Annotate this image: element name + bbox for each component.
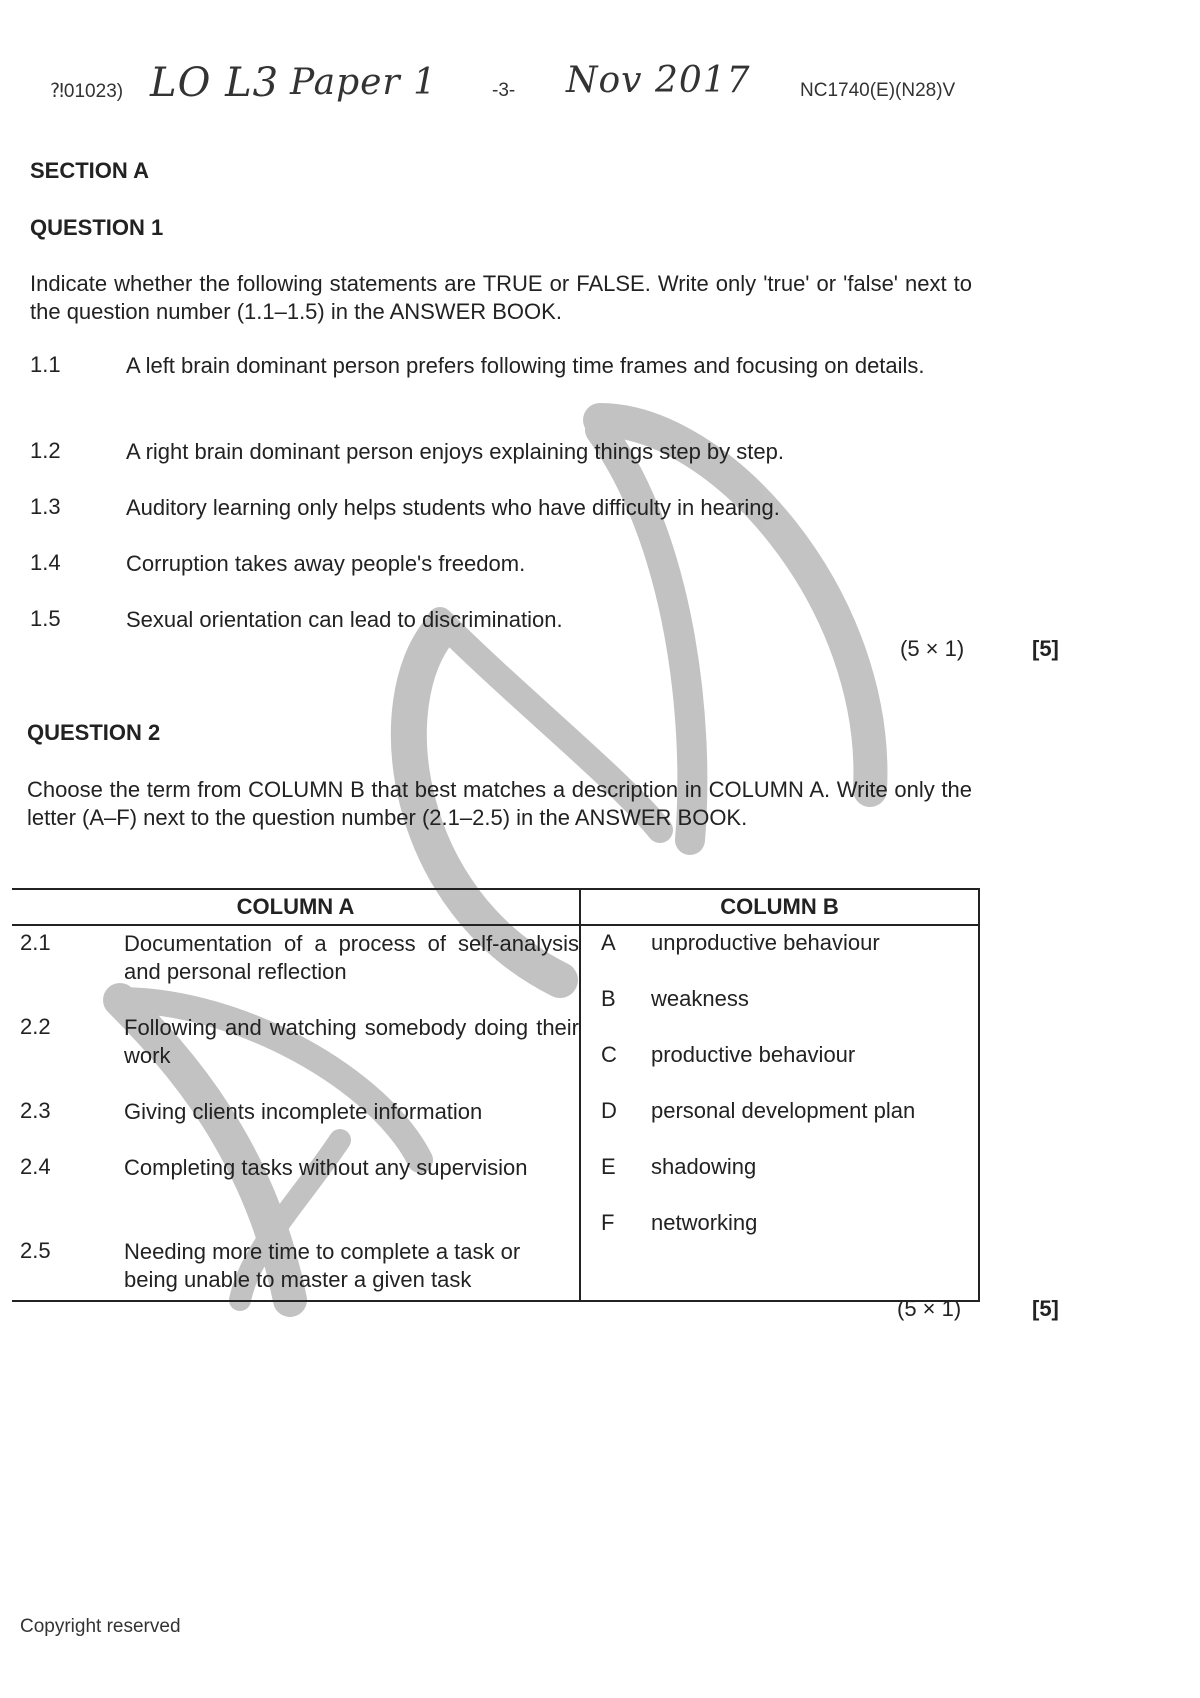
question2-marks: (5 × 1) bbox=[897, 1296, 962, 1321]
column-a-item bbox=[12, 1154, 579, 1238]
question1-marks: (5 × 1) bbox=[900, 636, 965, 661]
column-b-item bbox=[581, 1042, 978, 1098]
column-b-item bbox=[581, 1098, 978, 1154]
column-a-item bbox=[12, 1098, 579, 1154]
column-b-item bbox=[581, 986, 978, 1042]
question1-item-number: 1.5 bbox=[30, 606, 61, 631]
question1-item-text: A left brain dominant person prefers following time frames and focusing on details. bbox=[126, 353, 925, 378]
doc-code-right: NC1740(E)(N28)V bbox=[800, 80, 956, 101]
column-a-text: Giving clients incomplete information bbox=[124, 1099, 483, 1124]
page-number: -3- bbox=[492, 80, 516, 101]
column-b bbox=[580, 925, 979, 1301]
column-a-number: 2.1 bbox=[20, 930, 51, 955]
column-a-text: Documentation of a process of self-analysis and personal reflection bbox=[124, 931, 579, 984]
column-a-text: Needing more time to complete a task or being unable to master a given task bbox=[124, 1239, 521, 1292]
column-b-letter: D bbox=[601, 1098, 617, 1123]
column-a-text: Following and watching somebody doing their work bbox=[124, 1015, 579, 1068]
column-a bbox=[12, 925, 580, 1301]
question1-item-5 bbox=[30, 606, 972, 634]
handwritten-date: Nov 2017 bbox=[566, 60, 751, 101]
question1-item-text: Corruption takes away people's freedom. bbox=[126, 551, 526, 576]
column-b-letter: C bbox=[601, 1042, 617, 1067]
section-title: SECTION A bbox=[30, 158, 149, 183]
column-a-number: 2.4 bbox=[20, 1154, 51, 1179]
question1-item-number: 1.4 bbox=[30, 550, 61, 575]
question1-item-number: 1.3 bbox=[30, 494, 61, 519]
question1-title: QUESTION 1 bbox=[30, 215, 164, 240]
question2-title: QUESTION 2 bbox=[27, 720, 161, 745]
question1-item-1 bbox=[30, 352, 972, 380]
column-b-item bbox=[581, 930, 978, 986]
copyright-notice: Copyright reserved bbox=[20, 1616, 181, 1637]
question1-item-number: 1.1 bbox=[30, 352, 61, 377]
column-b-item bbox=[581, 1154, 978, 1210]
column-a-number: 2.3 bbox=[20, 1098, 51, 1123]
column-b-item bbox=[581, 1210, 978, 1266]
column-b-text: weakness bbox=[651, 986, 749, 1011]
column-a-number: 2.5 bbox=[20, 1238, 51, 1263]
column-b-text: shadowing bbox=[651, 1154, 757, 1179]
matching-table bbox=[12, 888, 980, 1302]
column-b-text: unproductive behaviour bbox=[651, 930, 880, 955]
column-b-header: COLUMN B bbox=[580, 889, 979, 925]
column-a-header: COLUMN A bbox=[12, 889, 580, 925]
column-b-letter: A bbox=[601, 930, 616, 955]
column-b-text: personal development plan bbox=[651, 1098, 916, 1123]
column-b-letter: F bbox=[601, 1210, 615, 1235]
column-b-text: productive behaviour bbox=[651, 1042, 856, 1067]
question1-item-number: 1.2 bbox=[30, 438, 61, 463]
column-b-letter: E bbox=[601, 1154, 616, 1179]
handwritten-paper: Paper 1 bbox=[290, 62, 437, 103]
question2-total: [5] bbox=[1032, 1296, 1059, 1321]
question1-instruction: Indicate whether the following statements are TRUE or FALSE. Write only 'true' or 'false' next to the question number (1.1–1.5) in the ANSWER BOOK. bbox=[30, 271, 972, 324]
column-b-text: networking bbox=[651, 1210, 758, 1235]
question2-instruction: Choose the term from COLUMN B that best matches a description in COLUMN A. Write only the letter (A–F) next to the question number (2.1–2.5) in the ANSWER BOOK. bbox=[27, 777, 972, 830]
column-b-letter: B bbox=[601, 986, 616, 1011]
question1-item-2 bbox=[30, 438, 972, 466]
handwritten-subject: LO L3 bbox=[150, 60, 280, 106]
column-a-item bbox=[12, 1238, 579, 1294]
question1-item-text: A right brain dominant person enjoys explaining things step by step. bbox=[126, 439, 784, 464]
question1-total: [5] bbox=[1032, 636, 1059, 661]
question1-item-text: Auditory learning only helps students who have difficulty in hearing. bbox=[126, 495, 780, 520]
column-a-item bbox=[12, 1014, 579, 1098]
question1-item-4 bbox=[30, 550, 972, 578]
column-a-item bbox=[12, 930, 579, 1014]
question1-item-text: Sexual orientation can lead to discrimination. bbox=[126, 607, 563, 632]
doc-code-left: ⁈01023) bbox=[50, 81, 124, 102]
column-a-number: 2.2 bbox=[20, 1014, 51, 1039]
question1-item-3 bbox=[30, 494, 972, 522]
column-a-text: Completing tasks without any supervision bbox=[124, 1155, 528, 1180]
